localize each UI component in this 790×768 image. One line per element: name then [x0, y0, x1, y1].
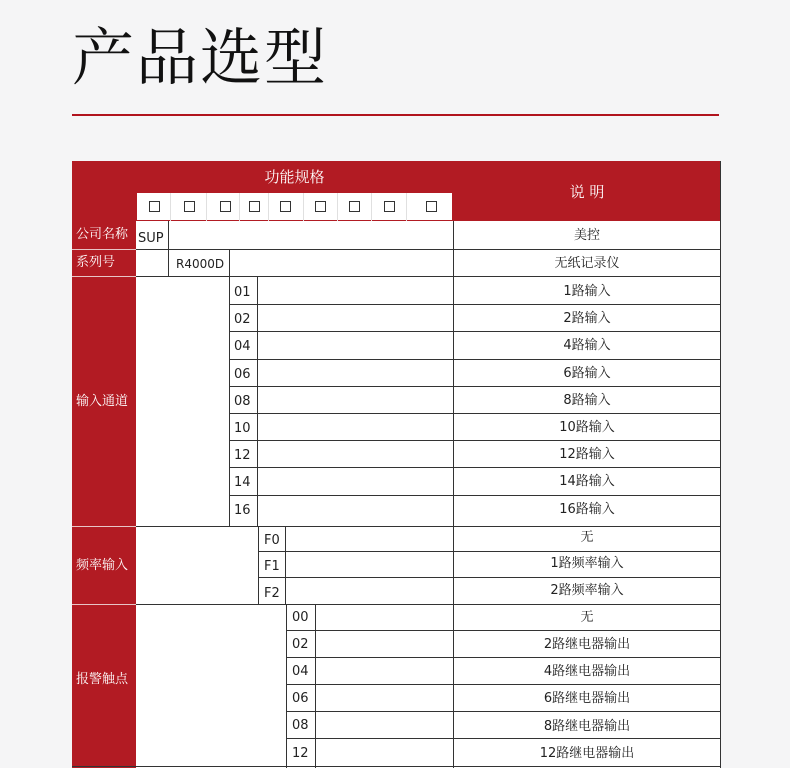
input-desc: 8路输入 — [563, 393, 611, 408]
row-line — [229, 495, 721, 496]
row-line — [136, 249, 721, 250]
row-line — [229, 413, 721, 414]
alarm-desc: 2路继电器输出 — [543, 637, 631, 652]
label-divider — [72, 249, 136, 250]
desc-header — [453, 161, 721, 221]
input-code: 06 — [234, 367, 251, 382]
checkbox-9[interactable] — [426, 201, 437, 212]
cell-line — [286, 604, 287, 768]
frequency-desc: 1路频率输入 — [550, 556, 624, 571]
alarm-desc: 无 — [580, 610, 594, 625]
series-desc: 无纸记录仪 — [554, 256, 620, 271]
frequency-code: F0 — [264, 533, 280, 548]
input-code: 02 — [234, 312, 251, 327]
alarm-code: 08 — [292, 718, 309, 733]
input-desc: 6路输入 — [563, 366, 611, 381]
label-divider — [72, 604, 136, 605]
alarm-code: 12 — [292, 746, 309, 761]
alarm-desc: 12路继电器输出 — [539, 746, 635, 761]
row-line — [229, 440, 721, 441]
frequency-code: F1 — [264, 559, 280, 574]
cell-line — [229, 276, 230, 526]
spec-header — [136, 161, 453, 193]
checkbox-2[interactable] — [184, 201, 195, 212]
strip-divider — [239, 193, 240, 221]
row-line — [286, 738, 721, 739]
input-code: 16 — [234, 503, 251, 518]
alarm-code: 00 — [292, 610, 309, 625]
cell-line — [168, 249, 169, 277]
alarm-desc: 4路继电器输出 — [543, 664, 631, 679]
table-right-border — [720, 161, 721, 768]
input-code: 01 — [234, 285, 251, 300]
strip-divider — [206, 193, 207, 221]
spec-header-label: 功能规格 — [264, 168, 325, 186]
cell-line — [285, 526, 286, 604]
row-line — [286, 630, 721, 631]
alarm-desc: 8路继电器输出 — [543, 719, 631, 734]
row-line — [229, 386, 721, 387]
checkbox-4[interactable] — [249, 201, 260, 212]
row-line — [286, 657, 721, 658]
input-code: 10 — [234, 421, 251, 436]
input-desc: 2路输入 — [563, 311, 611, 326]
checkbox-7[interactable] — [349, 201, 360, 212]
header-corner — [72, 161, 136, 221]
series-code: R4000D — [176, 257, 225, 271]
alarm-contact-label: 报警触点 — [76, 672, 129, 687]
checkbox-8[interactable] — [384, 201, 395, 212]
alarm-code: 02 — [292, 637, 309, 652]
frequency-desc: 2路频率输入 — [550, 583, 624, 598]
alarm-code: 06 — [292, 691, 309, 706]
row-line — [286, 711, 721, 712]
strip-divider — [406, 193, 407, 221]
row-line — [136, 276, 721, 277]
checkbox-6[interactable] — [315, 201, 326, 212]
input-code: 12 — [234, 448, 251, 463]
input-desc: 4路输入 — [563, 338, 611, 353]
page-title: 产品选型 — [72, 21, 329, 94]
cell-line — [229, 249, 230, 277]
cell-line — [315, 604, 316, 768]
series-label: 系列号 — [76, 255, 116, 270]
cell-line — [168, 221, 169, 249]
row-line — [229, 331, 721, 332]
strip-divider — [268, 193, 269, 221]
row-line — [72, 766, 721, 767]
row-line — [136, 604, 721, 605]
frequency-desc: 无 — [580, 530, 594, 545]
row-line — [136, 526, 721, 527]
row-line — [229, 304, 721, 305]
row-line — [258, 551, 721, 552]
checkbox-3[interactable] — [220, 201, 231, 212]
input-desc: 10路输入 — [559, 420, 615, 435]
input-code: 08 — [234, 394, 251, 409]
row-line — [286, 684, 721, 685]
row-line — [229, 359, 721, 360]
alarm-code: 04 — [292, 664, 309, 679]
company-desc: 美控 — [573, 228, 600, 243]
label-divider — [72, 526, 136, 527]
company-label: 公司名称 — [76, 227, 129, 242]
input-desc: 14路输入 — [559, 474, 615, 489]
frequency-code: F2 — [264, 586, 280, 601]
row-line — [229, 467, 721, 468]
row-line — [258, 577, 721, 578]
input-desc: 16路输入 — [559, 502, 615, 517]
strip-divider — [170, 193, 171, 221]
cell-line — [257, 276, 258, 526]
checkbox-1[interactable] — [149, 201, 160, 212]
input-code: 14 — [234, 475, 251, 490]
frequency-input-label: 频率输入 — [76, 558, 129, 573]
checkbox-5[interactable] — [280, 201, 291, 212]
input-desc: 12路输入 — [559, 447, 615, 462]
strip-divider — [136, 193, 137, 221]
strip-divider — [303, 193, 304, 221]
alarm-desc: 6路继电器输出 — [543, 691, 631, 706]
input-channel-label: 输入通道 — [76, 394, 129, 409]
strip-divider — [337, 193, 338, 221]
desc-header-label: 说 明 — [569, 183, 605, 201]
company-code: SUP — [138, 231, 164, 246]
input-desc: 1路输入 — [563, 284, 611, 299]
label-divider — [72, 276, 136, 277]
strip-divider — [371, 193, 372, 221]
cell-line — [258, 526, 259, 604]
input-code: 04 — [234, 339, 251, 354]
